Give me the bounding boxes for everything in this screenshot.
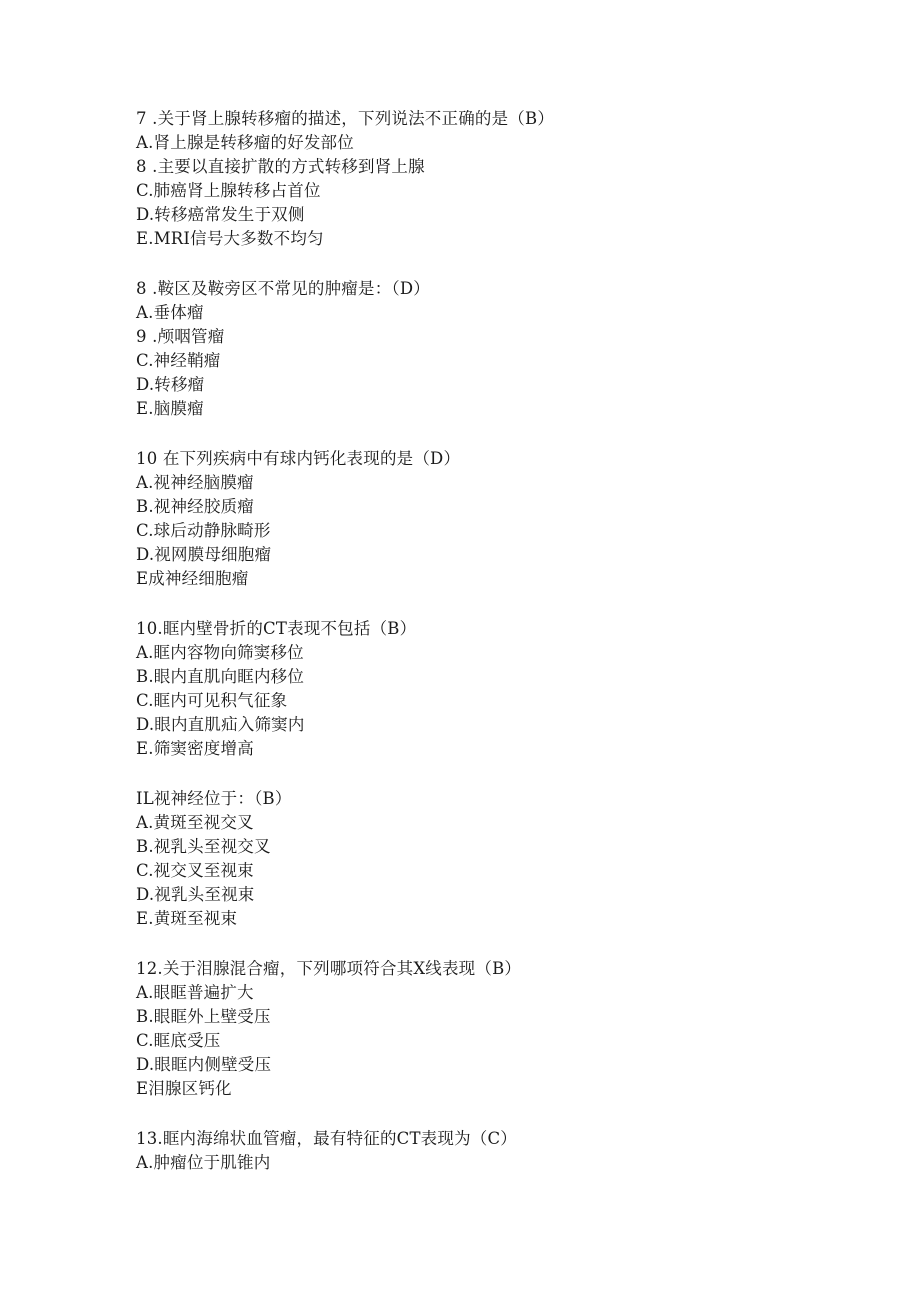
- answer-option: A.垂体瘤: [136, 303, 204, 322]
- question-list: [136, 107, 836, 1201]
- question-stem: 7 .关于肾上腺转移瘤的描述，下列说法不正确的是（B）: [136, 109, 555, 128]
- answer-option: E泪腺区钙化: [136, 1079, 232, 1098]
- answer-option: C.眶内可见积气征象: [136, 691, 288, 710]
- question-stem: IL视神经位于：（B）: [136, 789, 292, 808]
- answer-option: 8 .主要以直接扩散的方式转移到肾上腺: [136, 157, 425, 176]
- question-block: [136, 1127, 836, 1175]
- answer-option: D.眼内直肌疝入筛窦内: [136, 715, 305, 734]
- question-block: [136, 787, 836, 931]
- question-stem: 8 .鞍区及鞍旁区不常见的肿瘤是：（D）: [136, 279, 430, 298]
- answer-option: D.眼眶内侧壁受压: [136, 1055, 272, 1074]
- answer-option: C.神经鞘瘤: [136, 351, 221, 370]
- answer-option: A.眼眶普遍扩大: [136, 983, 254, 1002]
- question-stem: 13.眶内海绵状血管瘤，最有特征的CT表现为（C）: [136, 1129, 517, 1148]
- answer-option: A.肾上腺是转移瘤的好发部位: [136, 133, 354, 152]
- answer-option: C.视交叉至视束: [136, 861, 254, 880]
- answer-option: E.脑膜瘤: [136, 399, 204, 418]
- answer-option: D.视网膜母细胞瘤: [136, 545, 272, 564]
- answer-option: D.视乳头至视束: [136, 885, 255, 904]
- answer-option: A.黄斑至视交叉: [136, 813, 254, 832]
- question-block: [136, 957, 836, 1101]
- answer-option: C.眶底受压: [136, 1031, 221, 1050]
- answer-option: B.眼眶外上壁受压: [136, 1007, 271, 1026]
- question-block: [136, 617, 836, 761]
- answer-option: 9 .颅咽管瘤: [136, 327, 225, 346]
- answer-option: E.MRI信号大多数不均匀: [136, 229, 324, 248]
- answer-option: D.转移瘤: [136, 375, 205, 394]
- answer-option: C.球后动静脉畸形: [136, 521, 271, 540]
- answer-option: E.黄斑至视束: [136, 909, 238, 928]
- answer-option: B.眼内直肌向眶内移位: [136, 667, 305, 686]
- question-stem: 10.眶内壁骨折的CT表现不包括（B）: [136, 619, 417, 638]
- answer-option: E成神经细胞瘤: [136, 569, 249, 588]
- question-stem: 12.关于泪腺混合瘤，下列哪项符合其X线表现（B）: [136, 959, 522, 978]
- question-block: [136, 447, 836, 591]
- answer-option: D.转移癌常发生于双侧: [136, 205, 305, 224]
- answer-option: A.眶内容物向筛窦移位: [136, 643, 304, 662]
- answer-option: C.肺癌肾上腺转移占首位: [136, 181, 321, 200]
- answer-option: A.肿瘤位于肌锥内: [136, 1153, 271, 1172]
- question-block: [136, 107, 836, 251]
- answer-option: B.视乳头至视交叉: [136, 837, 271, 856]
- answer-option: E.筛窦密度增高: [136, 739, 254, 758]
- answer-option: B.视神经胶质瘤: [136, 497, 254, 516]
- answer-option: A.视神经脑膜瘤: [136, 473, 254, 492]
- question-block: [136, 277, 836, 421]
- question-stem: 10 在下列疾病中有球内钙化表现的是（D）: [136, 449, 461, 468]
